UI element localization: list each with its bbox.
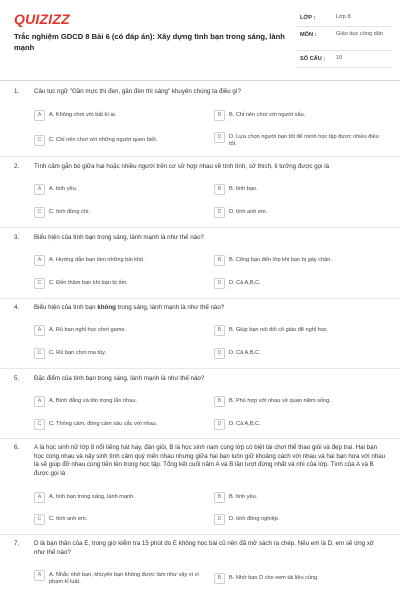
option-text: A. Bình đẳng và tôn trọng lẫn nhau.	[49, 398, 138, 404]
meta-value: 10	[336, 55, 343, 61]
option-letter-box: B	[214, 110, 225, 121]
option-letter-box: A	[34, 184, 45, 195]
meta-value: Giáo dục công dân	[336, 31, 383, 37]
option-d[interactable]	[214, 277, 354, 292]
option-text: A. Không chơi với bất kì ai.	[49, 112, 117, 118]
question-text	[34, 304, 386, 313]
question-separator	[0, 156, 400, 157]
option-b[interactable]	[214, 572, 354, 587]
meta-table	[296, 10, 392, 68]
option-text: C. Rủ bạn chơi ma túy.	[49, 350, 107, 356]
option-letter-box: D	[214, 132, 225, 143]
option-c[interactable]	[34, 134, 174, 149]
option-letter-box: B	[214, 396, 225, 407]
option-c[interactable]	[34, 418, 174, 433]
option-text: B. Chỉ nên chơi với người xấu.	[229, 112, 306, 118]
option-letter-box: B	[214, 492, 225, 503]
question-text-post: trong sáng, lành mạnh là như thế nào?	[115, 304, 225, 311]
option-text: D. Cả A,B,C.	[229, 350, 261, 356]
option-text: B. Phù hợp với nhau về quan niệm sống.	[229, 398, 331, 404]
meta-row-count	[296, 51, 392, 68]
option-letter-box: D	[214, 207, 225, 218]
question-number: 1.	[14, 88, 20, 95]
option-text: B. Giúp bạn nói dối cô giáo để nghỉ học.	[229, 327, 329, 333]
option-text: C. tình anh em.	[49, 516, 88, 522]
option-letter-box: C	[34, 514, 45, 525]
option-text: A. Hướng dẫn bạn làm những bài khó.	[49, 257, 145, 263]
option-text: A. tình yêu.	[49, 186, 78, 192]
question-text: Câu tục ngữ "Gần mực thì đen, gần đèn thì sáng" khuyên chúng ta điều gì?	[34, 88, 242, 95]
question-text: D là bạn thân của E, trong giờ kiểm tra 15 phút do E không học bài cũ nên đã mở sách ra chép. Nếu em là D, em sẽ ứng xử như thế nào?	[34, 540, 375, 556]
question-separator	[0, 227, 400, 228]
option-text: D. tình đồng nghiệp.	[229, 516, 280, 522]
option-text: B. Nhờ bạn D cho xem tài liệu cùng.	[229, 575, 319, 581]
option-b[interactable]	[214, 395, 354, 410]
question-separator	[0, 534, 400, 535]
question-number: 3.	[14, 234, 20, 241]
question-text-emphasis: không	[97, 304, 116, 311]
option-b[interactable]	[214, 491, 354, 506]
option-text: A. Rủ bạn nghỉ học chơi game.	[49, 327, 127, 333]
worksheet-title: Trắc nghiệm GDCD 8 Bài 6 (có đáp án): Xây dựng tình bạn trong sáng, lành mạnh	[14, 32, 285, 52]
meta-value: Lớp 8	[336, 14, 351, 20]
option-c[interactable]	[34, 513, 174, 528]
question-text: Tình cảm gắn bó giữa hai hoặc nhiều người trên cơ sở hợp nhau về tính tình, sở thích, lí tưởng được gọi là	[34, 163, 330, 170]
question-separator	[0, 298, 400, 299]
option-a[interactable]	[34, 569, 199, 589]
option-text: B. tình yêu.	[229, 494, 258, 500]
question-number: 7.	[14, 540, 20, 547]
quizizz-logo: QUIZIZZ	[14, 11, 70, 27]
option-d[interactable]	[214, 347, 354, 362]
option-text: D. tình anh em.	[229, 209, 268, 215]
option-letter-box: A	[34, 570, 45, 581]
question-separator	[0, 368, 400, 369]
option-text: C. Đến thăm bạn khi bạn bị ốm.	[49, 280, 128, 286]
question-number: 4.	[14, 304, 20, 311]
option-letter-box: C	[34, 419, 45, 430]
option-c[interactable]	[34, 347, 174, 362]
meta-key: LỚP :	[300, 15, 316, 21]
option-a[interactable]	[34, 491, 174, 506]
question-separator	[0, 438, 400, 439]
option-b[interactable]	[214, 183, 354, 198]
option-letter-box: B	[214, 573, 225, 584]
option-text: B. tình bạn.	[229, 186, 258, 192]
question-text-pre: Biểu hiện của tình bạn	[34, 304, 98, 311]
question-text: Biểu hiện của tình bạn trong sáng, lành mạnh là như thế nào?	[34, 234, 204, 241]
question-text: Đặc điểm của tình bạn trong sáng, lành mạnh là như thế nào?	[34, 375, 205, 382]
option-a[interactable]	[34, 395, 174, 410]
meta-key: MÔN :	[300, 32, 317, 38]
option-letter-box: D	[214, 419, 225, 430]
question-number: 2.	[14, 163, 20, 170]
option-b[interactable]	[214, 324, 354, 339]
option-text: D. Lựa chọn người bạn tốt để mình học tập được nhiều điều tốt.	[229, 134, 379, 148]
option-d[interactable]	[214, 206, 354, 221]
option-text: D. Cả A,B,C.	[229, 280, 261, 286]
option-text: B. Cõng bạn đến lớp khi bạn bị gãy chân.	[229, 257, 332, 263]
option-letter-box: A	[34, 110, 45, 121]
option-letter-box: A	[34, 492, 45, 503]
option-letter-box: A	[34, 255, 45, 266]
option-letter-box: B	[214, 184, 225, 195]
option-text: C. Chỉ nên chơi với những người quen biết.	[49, 137, 158, 143]
option-letter-box: C	[34, 278, 45, 289]
option-text: A. tình bạn trong sáng, lành mạnh.	[49, 494, 135, 500]
option-letter-box: D	[214, 348, 225, 359]
option-text: D. Cả A,B,C.	[229, 421, 261, 427]
question-text: A là học sinh nữ lớp 8 nổi tiếng hát hay, đàn giỏi, B là học sinh nam cùng lớp có biệt tài chơi thể thao giỏi và đẹp trai. Hai bạn học cùng nhau và nảy sinh tình cảm quý mến nhau nhưng giữa hai bạn luôn giữ khoảng cách với nhau và hai bạn hứa với nhau là sẽ giúp đỡ nhau cùng tiến lên trong học tập. Tổng kết cuối năm A và B lần lượt đứng nhất và nhì của lớp. Tình của A và B được gọi là	[34, 444, 386, 477]
option-c[interactable]	[34, 277, 174, 292]
meta-key: SỐ CÂU :	[300, 56, 326, 62]
worksheet-header	[0, 0, 400, 76]
option-letter-box: D	[214, 278, 225, 289]
option-b[interactable]	[214, 254, 354, 269]
option-a[interactable]	[34, 324, 174, 339]
option-letter-box: B	[214, 325, 225, 336]
option-d[interactable]	[214, 131, 379, 151]
option-b[interactable]	[214, 109, 354, 124]
option-letter-box: C	[34, 348, 45, 359]
option-letter-box: C	[34, 207, 45, 218]
meta-row-subject	[296, 27, 392, 51]
option-text: A. Nhắc nhở bạn, khuyên bạn không được làm như vậy vì vi phạm kỉ luật.	[49, 572, 199, 586]
option-a[interactable]	[34, 254, 174, 269]
option-letter-box: C	[34, 135, 45, 146]
option-letter-box: A	[34, 396, 45, 407]
option-a[interactable]	[34, 183, 174, 198]
option-text: C. tình đồng chí.	[49, 209, 91, 215]
option-text: C. Thông cảm, đồng cảm sâu sắc với nhau.	[49, 421, 158, 427]
header-divider	[0, 80, 400, 81]
question-number: 6.	[14, 444, 20, 451]
meta-row-class	[296, 10, 392, 27]
option-d[interactable]	[214, 418, 354, 433]
option-letter-box: B	[214, 255, 225, 266]
option-d[interactable]	[214, 513, 354, 528]
option-a[interactable]	[34, 109, 174, 124]
option-c[interactable]	[34, 206, 174, 221]
question-number: 5.	[14, 375, 20, 382]
option-letter-box: D	[214, 514, 225, 525]
option-letter-box: A	[34, 325, 45, 336]
